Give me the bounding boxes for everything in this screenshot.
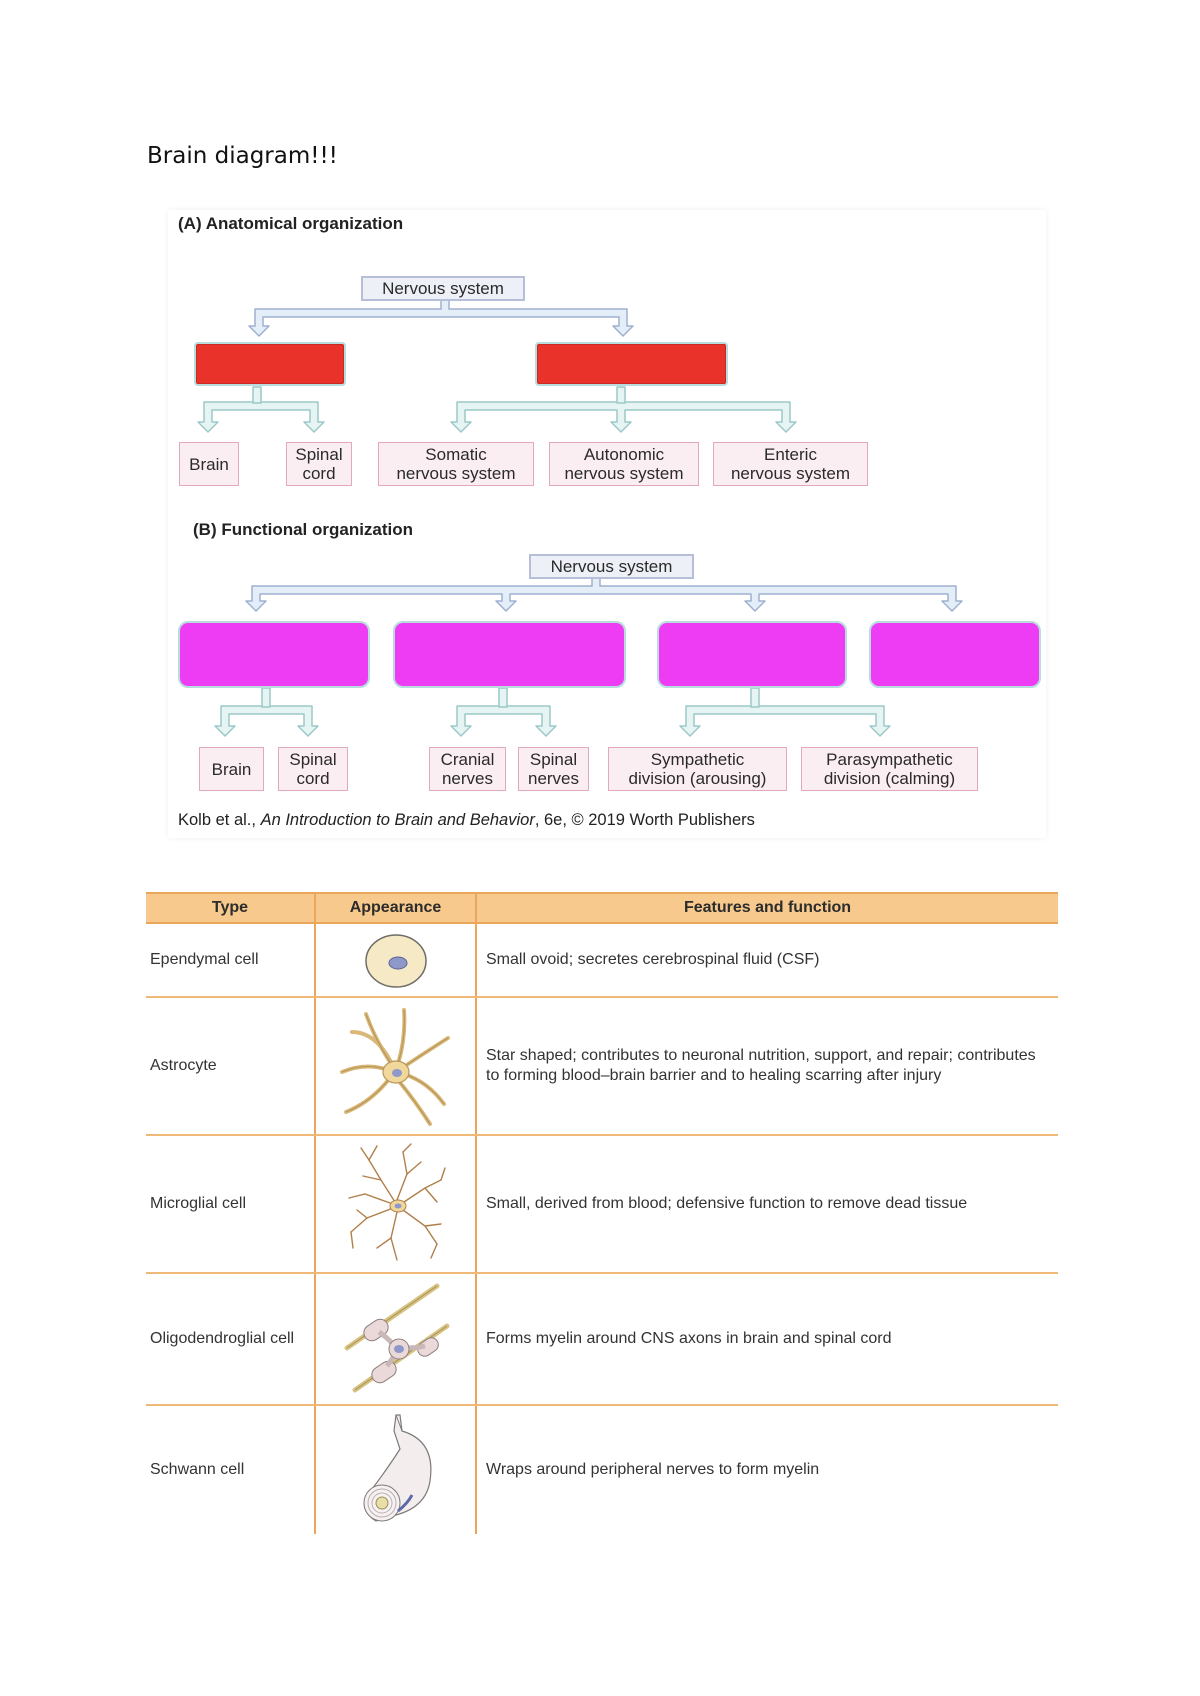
section-a-placeholder-pns (535, 342, 728, 386)
section-a-root-box: Nervous system (361, 276, 525, 301)
credit-suffix: , 6e, © 2019 Worth Publishers (534, 811, 755, 829)
section-a-placeholder-cns (194, 342, 346, 386)
oligodendroglial-cell-icon (341, 1278, 451, 1400)
cell-features: Small ovoid; secretes cerebrospinal fluid (CSF) (475, 924, 1058, 996)
cell-type: Ependymal cell (150, 951, 259, 968)
header-type: Type (211, 899, 249, 916)
section-b-placeholder-2 (393, 621, 626, 688)
cell-features: Small, derived from blood; defensive function to remove dead tissue (475, 1136, 1058, 1272)
cell-type: Microglial cell (150, 1195, 247, 1212)
section-b-leaf-cranial-nerves: Cranial nerves (429, 747, 506, 791)
section-a-label: (A) Anatomical organization (178, 214, 404, 233)
cell-appearance (314, 924, 475, 996)
section-b-leaf-parasympathetic: Parasympathetic division (calming) (801, 747, 978, 791)
connector-a-left (198, 402, 324, 432)
table-row (146, 1136, 1058, 1274)
cell-features: Wraps around peripheral nerves to form myelin (475, 1406, 1058, 1534)
document-title: Brain diagram!!! (147, 143, 338, 169)
astrocyte-icon (336, 1002, 456, 1130)
nervous-system-figure (168, 210, 1046, 838)
section-a-leaf-somatic: Somatic nervous system (378, 442, 534, 486)
cell-type: Schwann cell (150, 1461, 245, 1478)
cell-appearance (314, 998, 475, 1134)
credit-book-title: An Introduction to Brain and Behavior (260, 811, 535, 829)
cell-appearance (314, 1274, 475, 1404)
ependymal-cell-icon (361, 927, 431, 993)
cell-type: Oligodendroglial cell (150, 1330, 295, 1347)
section-b-label: (B) Functional organization (193, 520, 414, 539)
section-b-leaf-spinal-nerves: Spinal nerves (518, 747, 589, 791)
section-b-leaf-sympathetic: Sympathetic division (arousing) (608, 747, 787, 791)
table-row (146, 1406, 1058, 1534)
section-b-root-box: Nervous system (529, 554, 694, 579)
connector-a-right (451, 402, 796, 432)
connector-b-3 (680, 706, 890, 736)
connector-b-2 (451, 706, 556, 736)
section-a-leaf-enteric: Enteric nervous system (713, 442, 868, 486)
glial-cell-table (146, 892, 1058, 1534)
cell-type: Astrocyte (150, 1057, 217, 1074)
section-b-placeholder-1 (178, 621, 370, 688)
section-b-placeholder-3 (657, 621, 847, 688)
header-appearance: Appearance (314, 894, 475, 922)
figure-credit (178, 811, 755, 830)
section-a-leaf-brain: Brain (179, 442, 239, 486)
cell-appearance (314, 1406, 475, 1534)
connector-b-1 (215, 706, 318, 736)
cell-features: Forms myelin around CNS axons in brain and spinal cord (475, 1274, 1058, 1404)
table-row (146, 1274, 1058, 1406)
table-row (146, 924, 1058, 998)
cell-features: Star shaped; contributes to neuronal nutrition, support, and repair; contributes to forming blood–brain barrier and to healing scarring after injury (475, 998, 1058, 1134)
cell-appearance (314, 1136, 475, 1272)
table-row (146, 998, 1058, 1136)
section-b-leaf-brain: Brain (199, 747, 264, 791)
header-features: Features and function (475, 894, 1058, 922)
section-b-placeholder-4 (869, 621, 1041, 688)
section-a-leaf-autonomic: Autonomic nervous system (549, 442, 699, 486)
credit-prefix: Kolb et al., (178, 811, 261, 829)
microglial-cell-icon (341, 1140, 451, 1268)
schwann-cell-icon (346, 1411, 446, 1529)
section-a-leaf-spinal-cord: Spinal cord (286, 442, 352, 486)
connector-a-root (249, 300, 633, 336)
section-b-leaf-spinal-cord: Spinal cord (278, 747, 348, 791)
connector-b-root (246, 576, 962, 611)
table-header (146, 892, 1058, 924)
